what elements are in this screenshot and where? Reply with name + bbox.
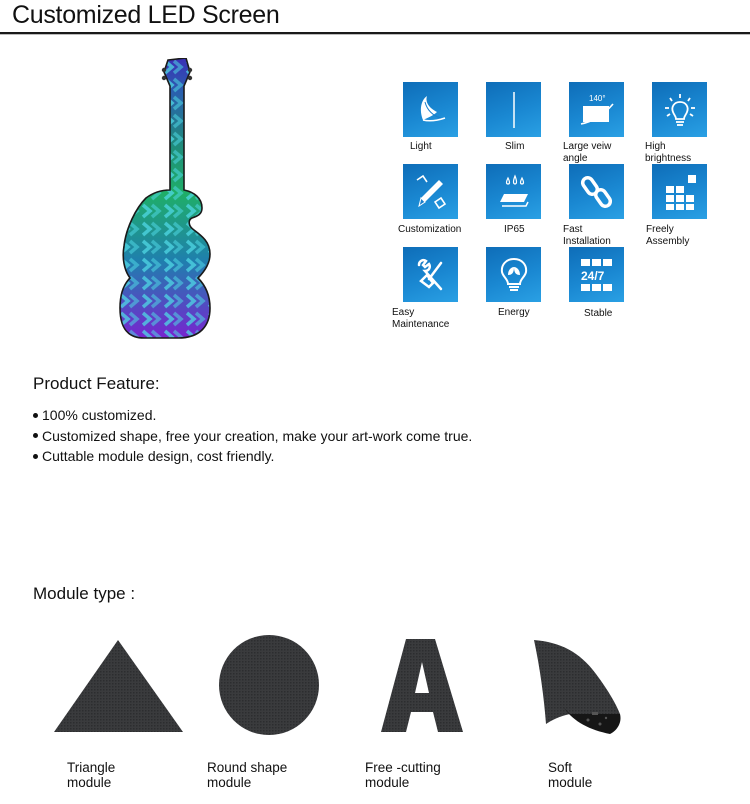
feature-bullet: Cuttable module design, cost friendly. <box>33 446 472 467</box>
letter-a-module-image <box>380 638 464 734</box>
triangle-module-image <box>52 638 186 734</box>
feature-label: Energy <box>498 307 530 318</box>
waterproof-icon <box>494 172 534 212</box>
feature-tile-customization <box>403 164 458 219</box>
header-divider-shadow <box>0 34 750 35</box>
feature-tile-view-angle <box>569 82 624 137</box>
feature-label: Freely Assembly <box>646 224 690 247</box>
feature-bullet: Customized shape, free your creation, make your art-work come true. <box>33 426 472 447</box>
feature-label: Stable <box>584 308 613 319</box>
page-title: Customized LED Screen <box>12 1 280 29</box>
feature-tile-easy-maintenance <box>403 247 458 302</box>
feature-label: High brightness <box>645 141 692 164</box>
product-feature-heading: Product Feature: <box>33 374 160 393</box>
module-label-round: Round shape module <box>207 760 288 790</box>
module-label-triangle: Triangle module <box>67 760 116 790</box>
eco-bulb-icon <box>494 255 534 295</box>
chain-link-icon <box>577 172 617 212</box>
grid-blocks-icon <box>660 172 700 212</box>
feature-bullet: 100% customized. <box>33 405 472 426</box>
module-label-free-cutting: Free -cutting module <box>365 760 441 790</box>
feature-tile-energy <box>486 247 541 302</box>
svg-text:24/7: 24/7 <box>580 268 604 283</box>
module-type-heading: Module type : <box>33 584 136 603</box>
feature-tile-fast-installation <box>569 164 624 219</box>
pencil-ruler-icon <box>411 172 451 212</box>
feather-icon <box>411 90 451 130</box>
product-feature-list <box>33 405 472 467</box>
feature-tile-high-brightness <box>652 82 707 137</box>
bullet-dot <box>33 413 38 418</box>
feature-label: Fast Installation <box>563 224 611 247</box>
guitar-led-screen-image <box>118 58 248 340</box>
svg-text:140°: 140° <box>588 93 606 103</box>
soft-module-image <box>530 638 626 738</box>
feature-label: Customization <box>398 224 462 235</box>
feature-label: IP65 <box>504 224 525 235</box>
bullet-dot <box>33 433 38 438</box>
feature-tile-freely-assembly <box>652 164 707 219</box>
feature-tile-ip65 <box>486 164 541 219</box>
feature-label: Light <box>410 141 432 152</box>
feature-label: Easy Maintenance <box>392 307 450 330</box>
wrench-screwdriver-icon <box>411 255 451 295</box>
feature-label: Large veiw angle <box>563 141 612 164</box>
feature-tile-light <box>403 82 458 137</box>
view-angle-icon <box>577 90 617 130</box>
feature-tile-slim <box>486 82 541 137</box>
round-module-image <box>218 634 320 736</box>
feature-tile-stable <box>569 247 624 302</box>
bullet-dot <box>33 454 38 459</box>
module-label-soft: Soft module <box>548 760 593 790</box>
24-7-icon <box>577 255 617 295</box>
feature-label: Slim <box>505 141 525 152</box>
lightbulb-rays-icon <box>660 90 700 130</box>
slim-line-icon <box>494 90 534 130</box>
